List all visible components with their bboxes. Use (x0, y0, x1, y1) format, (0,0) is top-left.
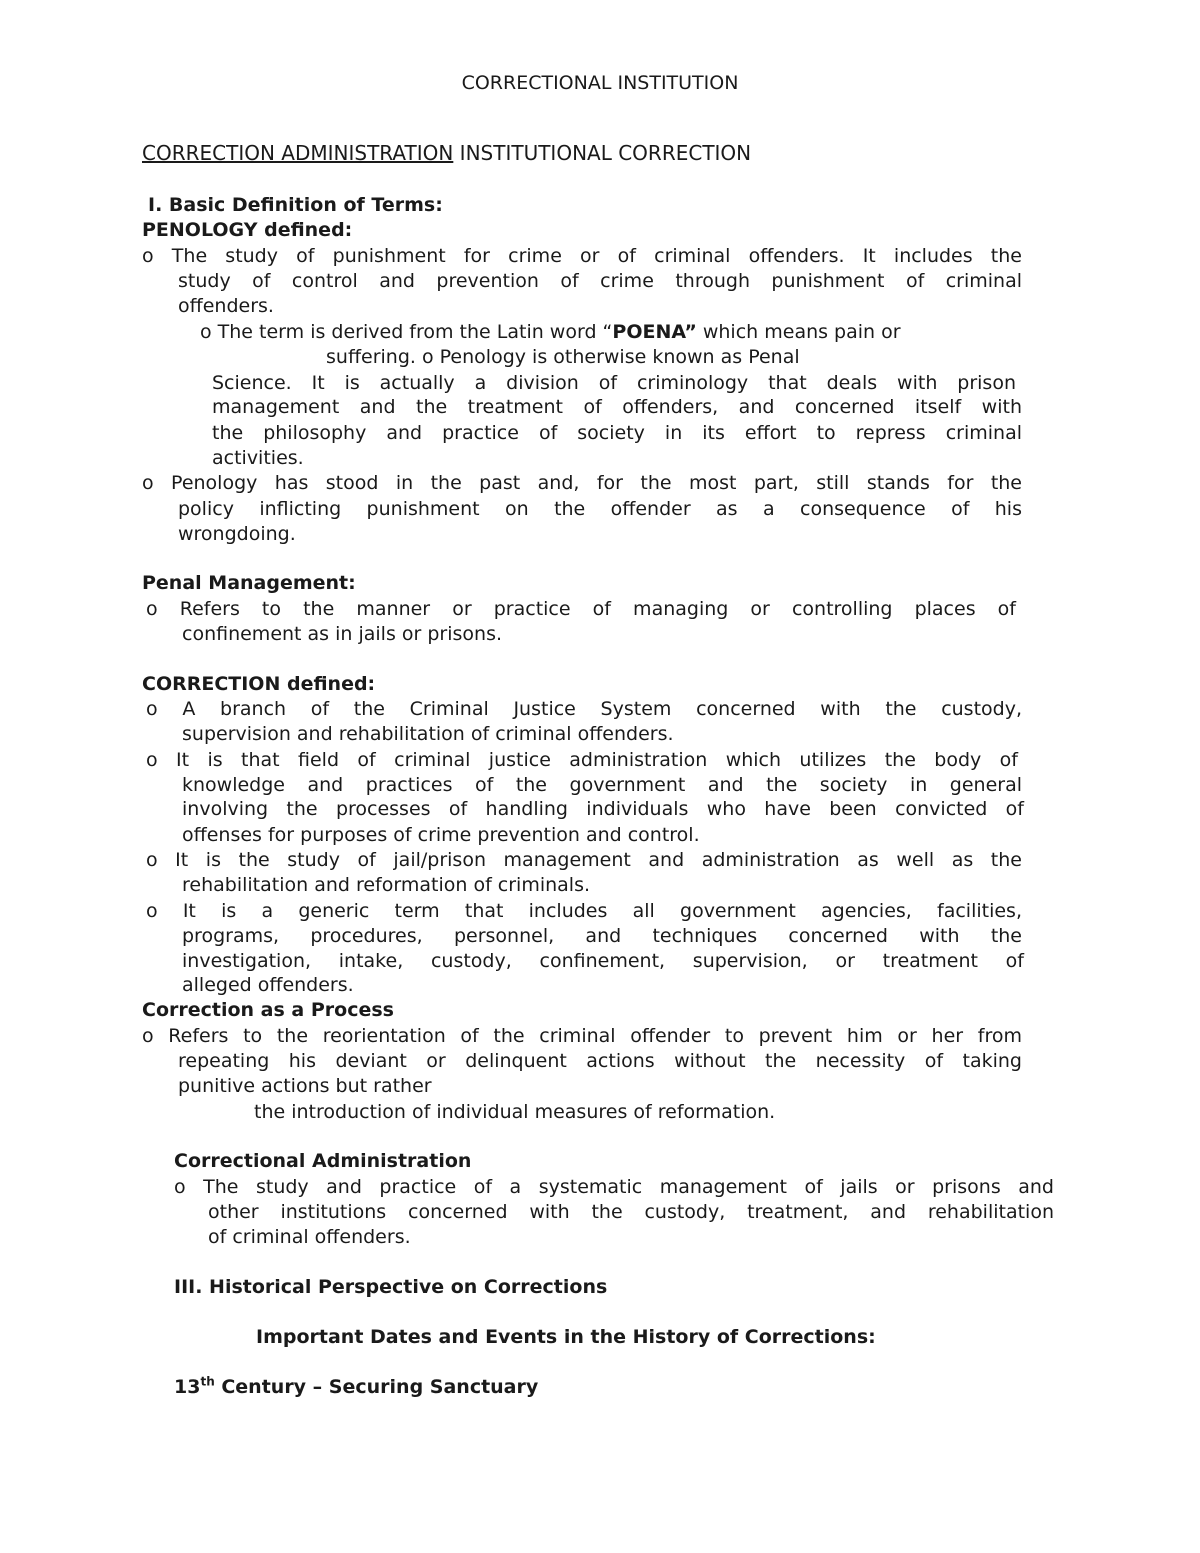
page-header: CORRECTIONAL INSTITUTION (461, 72, 739, 94)
penal-text-line: o Refers to the manner or practice of managing or controlling places of (146, 598, 1016, 620)
correction-text-line: knowledge and practices of the government and the society in general (182, 774, 1022, 796)
correction-text-line: offenses for purposes of crime prevention and control. (182, 824, 700, 846)
penology-text-line: o The study of punishment for crime or of criminal offenders. It includes the (142, 245, 1022, 267)
correction-text-line: o It is a generic term that includes all government agencies, facilities, (146, 900, 1022, 922)
document-title (142, 140, 751, 166)
penal-management-heading: Penal Management: (142, 572, 356, 594)
century-suffix: th (200, 1374, 215, 1389)
dates-heading: Important Dates and Events in the History of Corrections: (256, 1326, 876, 1348)
poena-pre: o The term is derived from the Latin word “ (200, 321, 613, 343)
penology-text-line: suffering. o Penology is otherwise known as Penal (326, 346, 800, 368)
penology-text-line: the philosophy and practice of society in its effort to repress criminal (212, 422, 1022, 444)
penology-text-line: o Penology has stood in the past and, for the most part, still stands for the (142, 472, 1022, 494)
penology-heading: PENOLOGY defined: (142, 219, 353, 241)
correction-text-line: programs, procedures, personnel, and techniques concerned with the (182, 925, 1022, 947)
correction-text-line: investigation, intake, custody, confinement, supervision, or treatment of (182, 950, 1024, 972)
title-underlined: CORRECTION ADMINISTRATION (142, 141, 454, 165)
history-heading: III. Historical Perspective on Corrections (174, 1276, 608, 1298)
admin-heading: Correctional Administration (174, 1150, 472, 1172)
process-text-line: punitive actions but rather (178, 1075, 432, 1097)
process-text-line: repeating his deviant or delinquent actions without the necessity of taking (178, 1050, 1022, 1072)
poena-post: which means pain or (696, 321, 901, 343)
admin-text-line: other institutions concerned with the custody, treatment, and rehabilitation (208, 1201, 1054, 1223)
penology-text-line: wrongdoing. (178, 523, 296, 545)
correction-text-line: involving the processes of handling individuals who have been convicted of (182, 798, 1024, 820)
penology-text-line: study of control and prevention of crime through punishment of criminal (178, 270, 1022, 292)
correction-text-line: supervision and rehabilitation of criminal offenders. (182, 723, 674, 745)
correction-heading: CORRECTION defined: (142, 673, 376, 695)
admin-text-line: of criminal offenders. (208, 1226, 411, 1248)
process-text-line: the introduction of individual measures of reformation. (254, 1101, 776, 1123)
century-heading (174, 1374, 538, 1400)
poena-line (200, 319, 901, 345)
correction-text-line: alleged offenders. (182, 974, 354, 996)
correction-text-line: o It is that field of criminal justice administration which utilizes the body of (146, 749, 1018, 771)
process-heading: Correction as a Process (142, 999, 394, 1021)
century-title: Century – Securing Sanctuary (214, 1376, 539, 1398)
correction-text-line: o A branch of the Criminal Justice System concerned with the custody, (146, 698, 1022, 720)
poena-word: POENA” (612, 321, 697, 343)
penology-text-line: policy inflicting punishment on the offender as a consequence of his (178, 498, 1022, 520)
correction-text-line: rehabilitation and reformation of criminals. (182, 874, 591, 896)
section-heading-basic-definitions: I. Basic Definition of Terms: (148, 194, 443, 216)
penology-text-line: activities. (212, 447, 304, 469)
penology-text-line: offenders. (178, 295, 274, 317)
penology-text-line: Science. It is actually a division of criminology that deals with prison (212, 372, 1016, 394)
penal-text-line: confinement as in jails or prisons. (182, 623, 503, 645)
title-rest: INSTITUTIONAL CORRECTION (453, 141, 752, 165)
century-number: 13 (174, 1376, 201, 1398)
admin-text-line: o The study and practice of a systematic management of jails or prisons and (174, 1176, 1054, 1198)
penology-text-line: management and the treatment of offenders, and concerned itself with (212, 396, 1022, 418)
process-text-line: o Refers to the reorientation of the criminal offender to prevent him or her from (142, 1025, 1022, 1047)
correction-text-line: o It is the study of jail/prison management and administration as well as the (146, 849, 1022, 871)
